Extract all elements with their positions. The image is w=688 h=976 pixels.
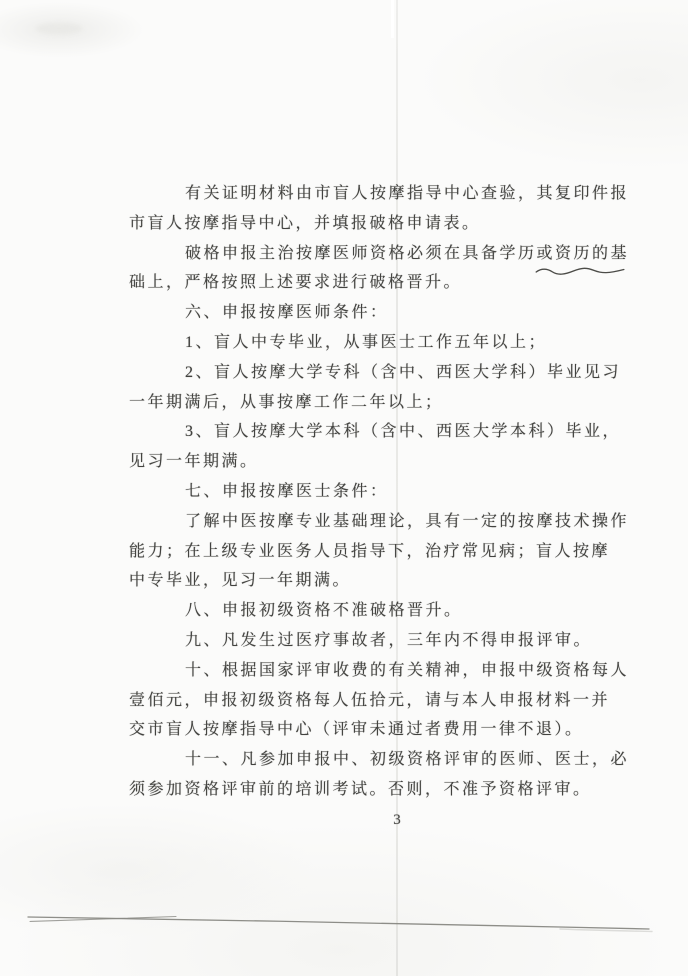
scan-smudge [36, 23, 82, 34]
text-line: 中专毕业，见习一年期满。 [129, 572, 352, 590]
text-line: 础上，严格按照上述要求进行破格晋升。 [129, 274, 463, 292]
text-line: 六、申报按摩医师条件： [185, 304, 389, 322]
text-line: 一年期满后，从事按摩工作二年以上； [129, 393, 444, 411]
text-line: 九、凡发生过医疗事故者，三年内不得申报评审。 [185, 631, 593, 649]
text-line: 见习一年期满。 [129, 453, 259, 471]
text-line: 能力；在上级专业医务人员指导下，治疗常见病；盲人按摩 [129, 542, 611, 560]
text-line: 八、申报初级资格不准破格晋升。 [185, 602, 463, 620]
text-line: 3、盲人按摩大学本科（含中、西医大学本科）毕业， [185, 423, 622, 441]
fold-crease-highlight [391, 0, 394, 38]
text-line: 2、盲人按摩大学专科（含中、西医大学科）毕业见习 [185, 363, 622, 381]
text-line: 须参加资格评审前的培训考试。否则，不准予资格评审。 [129, 780, 592, 798]
page-number: 3 [393, 812, 401, 828]
text-line: 市盲人按摩指导中心，并填报破格申请表。 [129, 214, 481, 232]
wavy-underlined-text: 或资历的 [537, 239, 611, 269]
text-line: 十、根据国家评审收费的有关精神，申报中级资格每人 [185, 661, 630, 679]
text-line: 有关证明材料由市盲人按摩指导中心查验，其复印件报 [185, 185, 630, 202]
paper-edge-line [0, 900, 688, 976]
text-line: 壹佰元，申报初级资格每人伍拾元，请与本人申报材料一并 [129, 691, 611, 709]
text-line: 十一、凡参加申报中、初级资格评审的医师、医士，必 [185, 751, 630, 769]
text-line: 破格申报主治按摩医师资格必须在具备学历或资历的 基 [129, 239, 651, 269]
document-text-block [129, 179, 651, 805]
text-line: 交市盲人按摩指导中心（评审未通过者费用一律不退）。 [129, 721, 584, 739]
text-line: 了解中医按摩专业基础理论，具有一定的按摩技术操作 [185, 512, 630, 530]
text-line: 七、申报按摩医士条件： [185, 482, 389, 500]
text-line: 1、盲人中专毕业，从事医士工作五年以上； [185, 333, 548, 351]
wavy-underline-mark [534, 264, 626, 276]
